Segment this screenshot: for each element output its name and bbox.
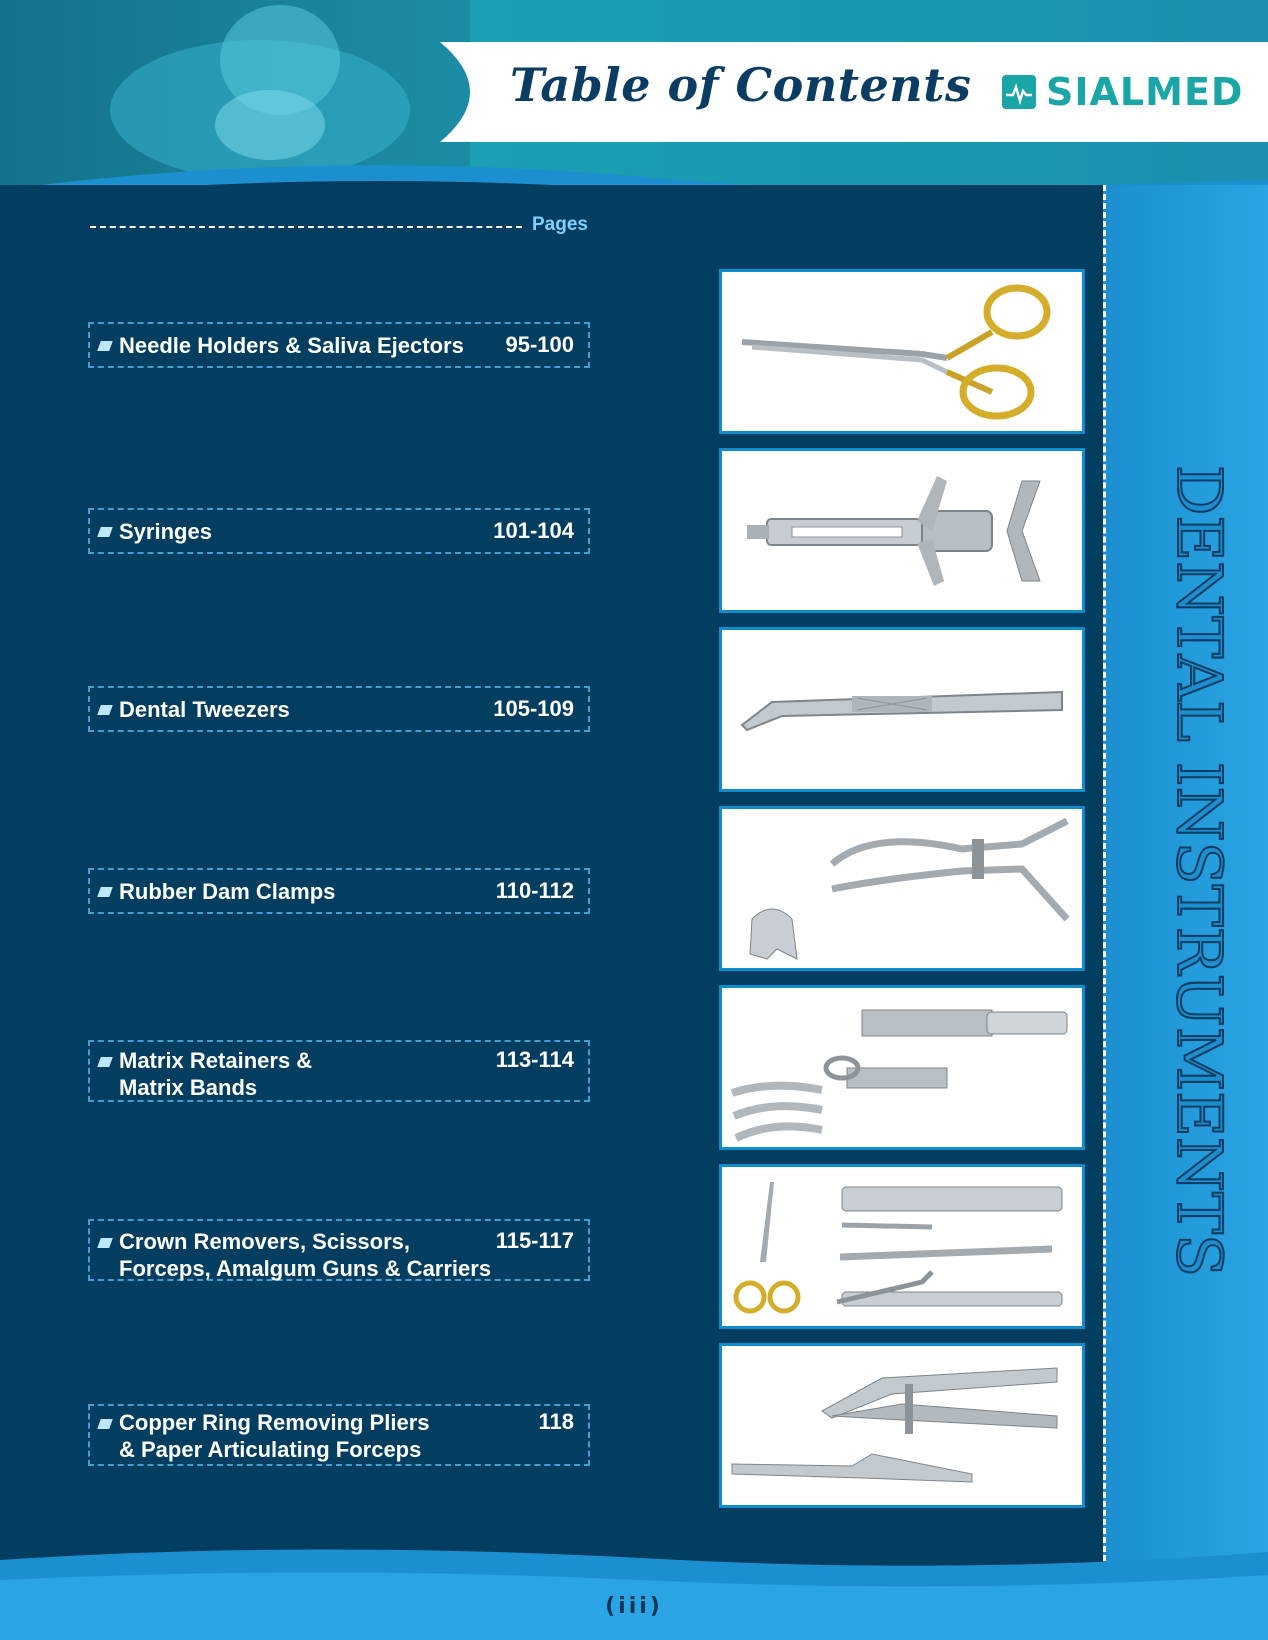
entry-title: Rubber Dam Clamps <box>119 879 336 904</box>
toc-entry-rubber-dam-clamps[interactable] <box>88 868 590 914</box>
thumbnail-syringe <box>719 448 1085 613</box>
entry-pages: 113-114 <box>495 1047 574 1072</box>
entry-pages: 95-100 <box>505 332 574 357</box>
toc-entry-dental-tweezers[interactable] <box>88 686 590 732</box>
entry-pages: 115-117 <box>495 1228 574 1253</box>
heartbeat-icon <box>1002 75 1036 109</box>
thumbnail-pliers <box>719 1343 1085 1508</box>
entry-title-line-1: Matrix Retainers & <box>119 1048 313 1073</box>
toc-entry-crown-removers[interactable] <box>88 1219 590 1281</box>
entry-pages: 110-112 <box>495 878 574 903</box>
pages-rule <box>90 226 522 228</box>
entry-pages: 105-109 <box>493 696 574 721</box>
footer-wave <box>0 1540 1268 1640</box>
bullet-icon <box>97 1057 113 1067</box>
toc-entry-syringes[interactable] <box>88 508 590 554</box>
page-title: Table of Contents <box>510 58 972 112</box>
side-title <box>1160 465 1250 1285</box>
thumbnail-rubber-dam-clamp <box>719 806 1085 971</box>
entry-title-line-1: Copper Ring Removing Pliers <box>119 1410 430 1435</box>
divider-line <box>1103 185 1106 1570</box>
syringe-icon <box>722 451 1082 610</box>
crown-remover-icon <box>722 1167 1082 1326</box>
side-title-text: DENTAL INSTRUMENTS <box>1163 465 1236 1267</box>
bullet-icon <box>97 527 113 537</box>
thumbnail-needle-holder <box>719 269 1085 434</box>
entry-title: Dental Tweezers <box>119 697 290 722</box>
needle-holder-icon <box>722 272 1082 431</box>
entry-title-line-2: Forceps, Amalgum Guns & Carriers <box>119 1256 492 1281</box>
thumbnail-matrix-retainer <box>719 985 1085 1150</box>
bullet-icon <box>97 887 113 897</box>
entry-title: Needle Holders & Saliva Ejectors <box>119 333 464 358</box>
tweezers-icon <box>722 630 1082 789</box>
bullet-icon <box>97 341 113 351</box>
bullet-icon <box>97 1238 113 1248</box>
brand-logo <box>1002 70 1243 114</box>
entry-title-line-1: Crown Removers, Scissors, <box>119 1229 411 1254</box>
matrix-retainer-icon <box>722 988 1082 1147</box>
thumbnail-tweezers <box>719 627 1085 792</box>
toc-entry-needle-holders[interactable] <box>88 322 590 368</box>
entry-title: Syringes <box>119 519 212 544</box>
pliers-icon <box>722 1346 1082 1505</box>
thumbnail-crown-remover <box>719 1164 1085 1329</box>
page-number: (iii) <box>605 1594 663 1619</box>
pages-label: Pages <box>532 214 588 235</box>
entry-title-line-2: Matrix Bands <box>119 1075 258 1100</box>
bullet-icon <box>97 1419 113 1429</box>
entry-title-line-2: & Paper Articulating Forceps <box>119 1437 422 1462</box>
rubber-dam-clamp-icon <box>722 809 1082 968</box>
entry-pages: 118 <box>538 1409 574 1434</box>
toc-entry-matrix-retainers[interactable] <box>88 1040 590 1102</box>
bullet-icon <box>97 705 113 715</box>
toc-entry-copper-ring-pliers[interactable] <box>88 1404 590 1466</box>
brand-name: SIALMED <box>1046 70 1244 114</box>
entry-pages: 101-104 <box>493 518 574 543</box>
